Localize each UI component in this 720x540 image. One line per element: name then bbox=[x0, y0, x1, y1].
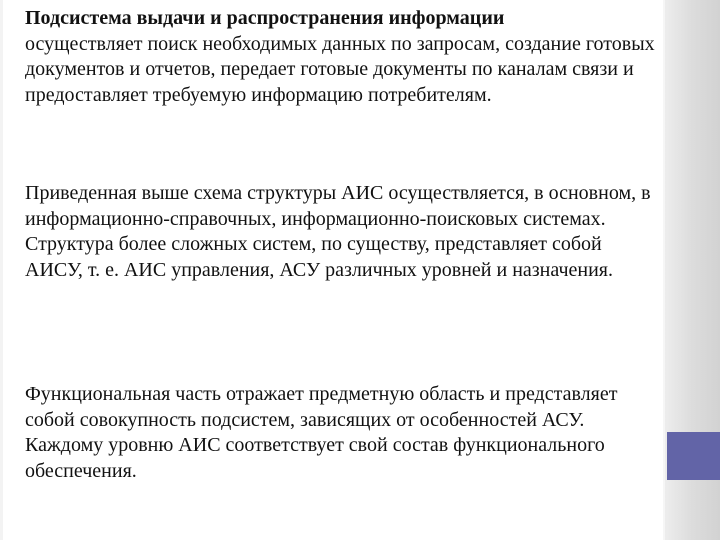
paragraph-1-text bbox=[25, 6, 657, 108]
paragraph-3-text: Функциональная часть отражает предметную область и представляет собой совокупность подсистем, зависящих от особенностей АСУ. Каждому уровню АИС соответствует свой состав функционального обеспечения. bbox=[25, 383, 618, 482]
slide-left-edge bbox=[0, 0, 3, 540]
paragraph-1 bbox=[25, 6, 657, 108]
paragraph-1-body: осуществляет поиск необходимых данных по запросам, создание готовых документов и отчетов, передает готовые документы по каналам связи и предоставляет требуемую информацию потребителям. bbox=[25, 32, 655, 106]
paragraph-3 bbox=[25, 382, 657, 484]
paragraph-2-text: Приведенная выше схема структуры АИС осуществляется, в основном, в информационно-справочных, информационно-поисковых системах. Структура более сложных систем, по существу, представляет собой АИСУ, т. е. АИС управления, АСУ различных уровней и назначения. bbox=[25, 182, 651, 281]
paragraph-2 bbox=[25, 181, 657, 283]
accent-block bbox=[667, 432, 720, 480]
paragraph-1-bold-lead: Подсистема выдачи и распространения информации bbox=[25, 7, 505, 29]
